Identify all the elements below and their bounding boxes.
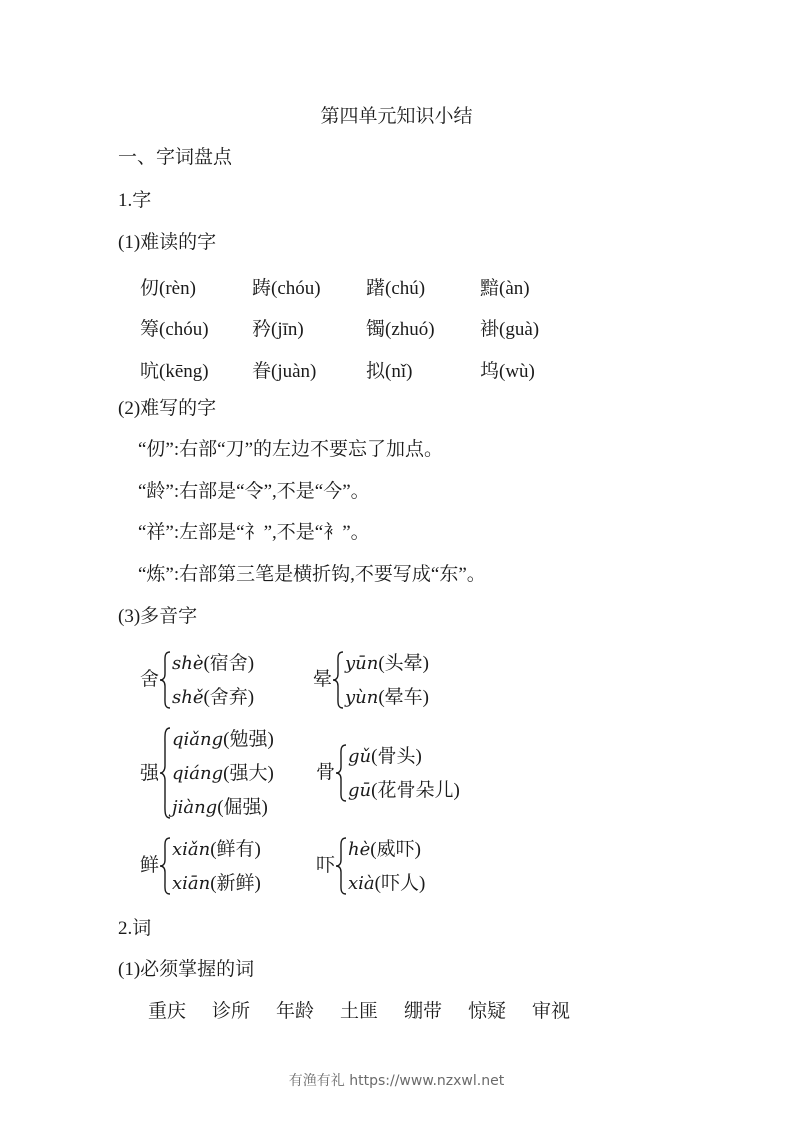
pinyin: yūn: [345, 653, 379, 674]
polyphonic-reading: [172, 872, 261, 896]
pinyin: qiáng: [172, 763, 224, 784]
brace-icon: [335, 743, 347, 803]
polyphonic-reading: [348, 872, 425, 896]
polyphonic-char: 鲜: [140, 855, 160, 876]
char-with-pinyin: 仞(rèn): [140, 278, 196, 299]
polyphonic-reading: [348, 838, 421, 862]
subheading-must-master: (1)必须掌握的词: [118, 959, 255, 980]
word-item: 年龄: [276, 1001, 315, 1022]
word-item: 审视: [532, 1001, 571, 1022]
example-word: (晕车): [378, 687, 430, 708]
polyphonic-reading: [172, 652, 254, 676]
writing-note: “炼”:右部第三笔是横折钩,不要写成“东”。: [138, 564, 486, 585]
polyphonic-reading: [172, 686, 254, 710]
polyphonic-reading: [345, 652, 429, 676]
brace-icon: [159, 650, 171, 710]
polyphonic-group: [140, 650, 300, 730]
pinyin: xiān: [172, 873, 211, 894]
polyphonic-reading: [172, 728, 274, 752]
polyphonic-char: 骨: [316, 762, 336, 783]
char-with-pinyin: 吭(kēng): [140, 361, 209, 382]
char-with-pinyin: 拟(nǐ): [366, 361, 413, 382]
brace-icon: [335, 836, 347, 896]
subheading-words: 2.词: [118, 918, 152, 939]
polyphonic-reading: [348, 745, 422, 769]
polyphonic-group: [140, 726, 310, 826]
example-word: (吓人): [374, 873, 426, 894]
word-item: 土匪: [340, 1001, 379, 1022]
pinyin: qiǎng: [172, 729, 224, 750]
subheading-hard-to-read: (1)难读的字: [118, 232, 217, 253]
pinyin: jiàng: [172, 797, 218, 818]
char-with-pinyin: 镯(zhuó): [366, 319, 435, 340]
example-word: (鲜有): [210, 839, 261, 860]
word-item: 绷带: [404, 1001, 443, 1022]
example-word: (花骨朵儿): [371, 780, 460, 801]
pinyin: shě: [172, 687, 204, 708]
polyphonic-reading: [348, 779, 460, 803]
example-word: (强大): [223, 763, 274, 784]
brace-icon: [159, 836, 171, 896]
example-word: (宿舍): [203, 653, 255, 674]
char-with-pinyin: 褂(guà): [480, 319, 540, 340]
char-with-pinyin: 眷(juàn): [252, 361, 317, 382]
polyphonic-char: 晕: [313, 669, 333, 690]
example-word: (头晕): [378, 653, 430, 674]
pinyin: gǔ: [348, 746, 372, 767]
polyphonic-group: [316, 836, 476, 916]
polyphonic-reading: [172, 762, 274, 786]
pinyin: shè: [172, 653, 204, 674]
word-item: 重庆: [148, 1001, 187, 1022]
polyphonic-reading: [172, 838, 261, 862]
pinyin: hè: [348, 839, 371, 860]
pinyin: gū: [348, 780, 372, 801]
brace-icon: [159, 726, 171, 820]
writing-note: “祥”:左部是“礻”,不是“衤”。: [138, 522, 370, 543]
word-item: 惊疑: [468, 1001, 507, 1022]
pinyin: xià: [348, 873, 375, 894]
brace-icon: [332, 650, 344, 710]
pinyin: xiǎn: [172, 839, 211, 860]
word-item: 诊所: [212, 1001, 251, 1022]
writing-note: “仞”:右部“刀”的左边不要忘了加点。: [138, 439, 444, 460]
polyphonic-group: [316, 743, 496, 823]
footer-watermark: 有渔有礼 https://www.nzxwl.net: [288, 1073, 505, 1089]
polyphonic-reading: [172, 796, 268, 820]
char-with-pinyin: 筹(chóu): [140, 319, 209, 340]
polyphonic-char: 强: [140, 763, 160, 784]
polyphonic-group: [140, 836, 300, 916]
char-with-pinyin: 踌(chóu): [252, 278, 321, 299]
section-heading-word-review: 一、字词盘点: [118, 147, 233, 168]
char-with-pinyin: 坞(wù): [480, 361, 535, 382]
example-word: (威吓): [370, 839, 421, 860]
polyphonic-group: [313, 650, 473, 730]
polyphonic-reading: [345, 686, 429, 710]
char-with-pinyin: 躇(chú): [366, 278, 426, 299]
char-with-pinyin: 黯(àn): [480, 278, 530, 299]
example-word: (倔强): [217, 797, 268, 818]
example-word: (勉强): [223, 729, 274, 750]
page-title: 第四单元知识小结: [320, 106, 473, 127]
writing-note: “龄”:右部是“令”,不是“今”。: [138, 481, 370, 502]
example-word: (新鲜): [210, 873, 261, 894]
pinyin: yùn: [345, 687, 379, 708]
char-with-pinyin: 矜(jīn): [252, 319, 304, 340]
example-word: (舍弃): [203, 687, 255, 708]
polyphonic-char: 舍: [140, 669, 160, 690]
subheading-characters: 1.字: [118, 190, 152, 211]
subheading-polyphonic: (3)多音字: [118, 606, 198, 627]
example-word: (骨头): [371, 746, 422, 767]
subheading-hard-to-write: (2)难写的字: [118, 398, 217, 419]
polyphonic-char: 吓: [316, 855, 336, 876]
